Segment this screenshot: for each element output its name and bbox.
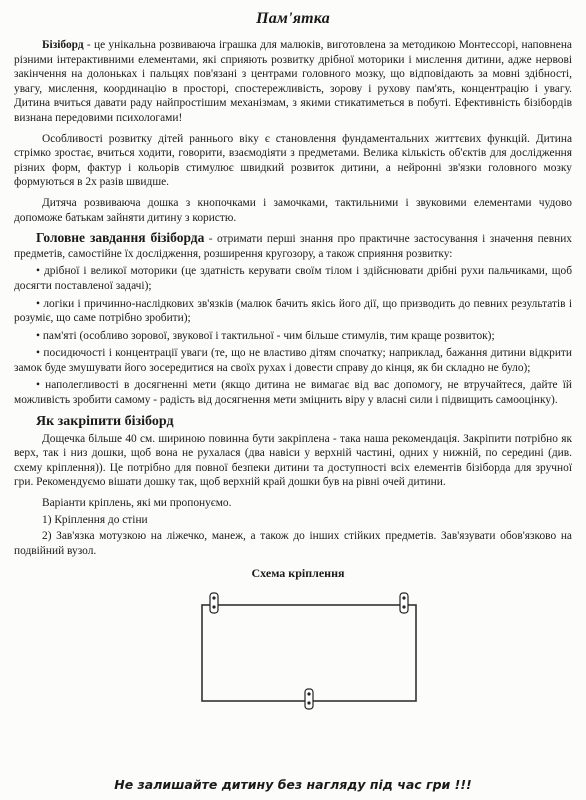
main-task-paragraph: [14, 231, 572, 261]
mounting-paragraph: Дощечка більше 40 см. шириною повинна бути закріплена - така наша рекомендація. Закріпити потрібно як верх, так і низ дошки, щоб вона не рухалася (два навіси у верхній частині, одних у нижній, по середині (див. схему кріплення)). Це потрібно для повної безпеки дитини та доступності всіх елементів бізіборда для зручної гри. Рекомендуємо вішати дошку так, щоб верхній край дошки був на рівні очей дитини.: [14, 432, 572, 489]
main-task-text: - отримати перші знання про практичне застосування і значення певних предметів, самостійне їх дослідження, розширення кругозору, а також сприяння розвитку:: [14, 233, 573, 260]
mounting-heading: Як закріпити бізіборд: [36, 413, 174, 429]
mounting-scheme-diagram: [184, 583, 434, 713]
board-outline: [202, 605, 416, 701]
board-paragraph: Дитяча розвиваюча дошка з кнопочками і замочками, тактильними і звуковими елементами чудово допоможе батькам зайняти дитину з користю.: [14, 196, 572, 224]
main-task-heading: Головне завдання бізіборда: [36, 230, 205, 246]
mount-bottom-center-icon: [305, 689, 313, 709]
mount-top-left-icon: [210, 593, 218, 613]
variant-item: 2) Зав'язка мотузкою на ліжечко, манеж, а також до інших стійких предметів. Зав'язувати обов'язково на подвійний вузол.: [14, 530, 572, 557]
development-paragraph: Особливості розвитку дітей раннього віку є становлення фундаментальних життєвих функцій. Дитина стрімко зростає, вчиться ходити, говорити, взаємодіяти з предметами. Велика кількість об'єктів для дослідження різних форм, фактур і кольорів стимулює швидкий розвиток дитини, а нейронні зв'язки головного мозку формуються в 2х разів швидше.: [14, 132, 572, 189]
mount-top-right-icon: [400, 593, 408, 613]
bullet-item: • дрібної і великої моторики (це здатність керувати своїм тілом і здійснювати дрібні рухи пальчиками, щоб досягти поставленої задачі);: [14, 265, 572, 292]
intro-paragraph: [14, 38, 572, 126]
safety-warning: Не залишайте дитину без нагляду під час гри !!!: [114, 777, 472, 792]
variants-intro: Варіанти кріплень, які ми пропонуємо.: [42, 497, 232, 510]
intro-term: Бізіборд: [42, 39, 84, 51]
bullet-item: • наполегливості в досягненні мети (якщо дитина не вимагає від вас допомогу, не втручайтеся, дайте їй можливість зробити самому - радість від досягнення мети зміцнить віру у власні сили і підвищить самооцінку).: [14, 379, 572, 407]
scheme-title: Схема кріплення: [251, 566, 345, 581]
bullet-item: • пам'яті (особливо зорової, звукової і тактильної - чим більше стимулів, тим краще розвиток);: [36, 329, 495, 342]
variant-item: 1) Кріплення до стіни: [42, 513, 148, 526]
page-title: Пам'ятка: [256, 10, 330, 27]
intro-text: - це унікальна розвиваюча іграшка для малюків, виготовлена за методикою Монтессорі, наповнена різними інтерактивними елементами, які сприяють розвитку дрібної моторики і мислення дитини, адже нервові закінчення на долоньках і пальцях пов'язані з центрами головного мозку, що відповідають за мовні здібності, увагу, мислення, координацію в просторі, спостережливість, зорову і рухову пам'ять, концентрацію і увагу. Дитина вчиться давати раду найпростішим механізмам, з якими стикатиметься в побуті. Ефективність бізібордів визнана передовими психологами!: [14, 39, 572, 124]
bullet-item: • логіки і причинно-наслідкових зв'язків (малюк бачить якісь його дії, що призводить до певних результатів і розуміє, що саме потрібно зробити);: [14, 297, 572, 325]
bullet-item: • посидючості і концентрації уваги (те, що не властиво дітям спочатку; наприклад, бажання дитини відкрити замок буде змушувати його зосередитися на своїх рухах і довести справу до кінця, як би складно не було);: [14, 347, 572, 374]
